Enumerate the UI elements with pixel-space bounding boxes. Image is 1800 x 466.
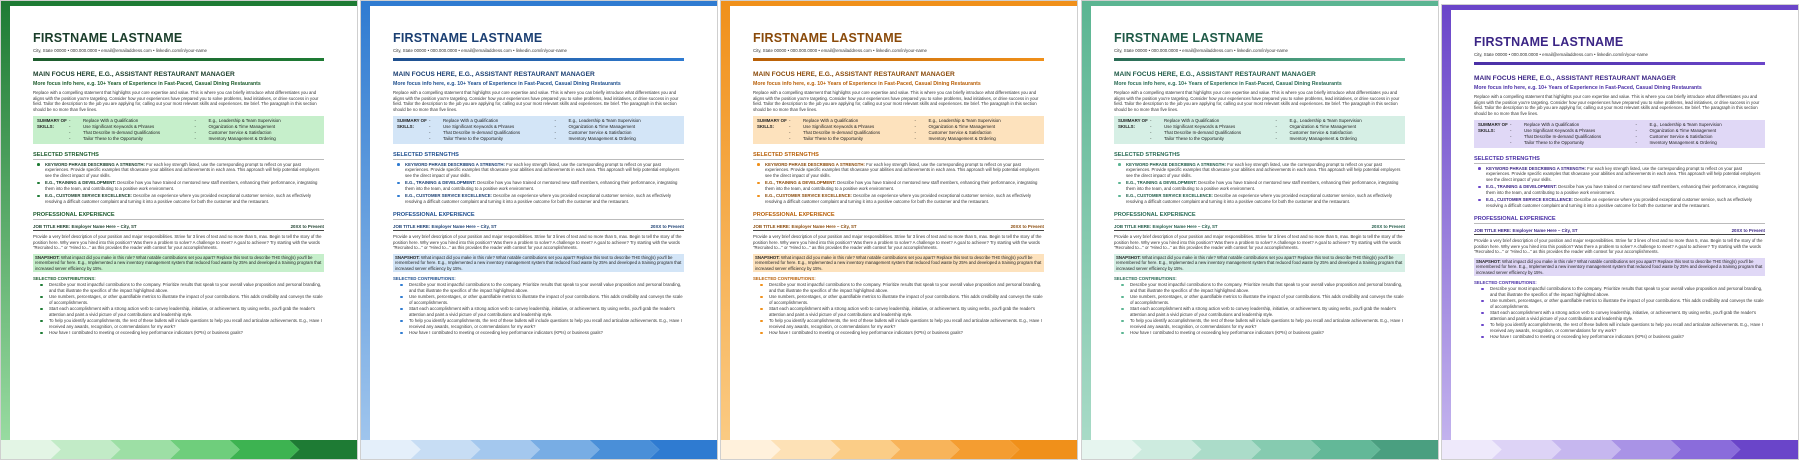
job-title: JOB TITLE HERE: Employer Name Here – City, ST [753,224,857,230]
contribution-item: Describe your most impactful contributions to the company. Prioritize results that speak to your overall value proposition and personal branding, and that illustrate the specifics of the impact highlighted above. [393,282,684,293]
strength-label: E.G., CUSTOMER SERVICE EXCELLENCE: [1126,193,1213,199]
contribution-item: To help you identify accomplishments, the rest of these bullets will include questions to help you recall and articulate achievements. E.g., Have I received any awards, recognition, or commendations for my work? [753,318,1044,329]
skill-item: - Tailor These to the Opportunity [1510,140,1636,146]
contribution-item: To help you identify accomplishments, the rest of these bullets will include questions to help you recall and articulate achievements. E.g., Have I received any awards, recognition, or commendations for my work? [1114,318,1405,329]
strengths-heading: SELECTED STRENGTHS [753,152,1044,160]
resume-content [33,31,324,336]
strength-label: KEYWORD PHRASE DESCRIBING A STRENGTH: [45,161,145,167]
experience-heading: PROFESSIONAL EXPERIENCE [1474,216,1765,224]
accent-sidebar [1442,5,1451,459]
snapshot-box [753,254,1044,273]
contribution-item: Start each accomplishment with a strong action verb to convey leadership, initiative, or achievement. By using verbs, you'll grab the reader's attention and paint a vivid picture of your contributions and leadership style. [753,306,1044,317]
contribution-item: Use numbers, percentages, or other quantifiable metrics to illustrate the impact of your contributions. This adds credibility and conveys the scale of accomplishments. [1114,294,1405,305]
skill-item: - Replace With a Qualification [69,118,195,124]
accent-sidebar [1,1,10,459]
skill-item: - Customer Service & Satisfaction [1276,130,1402,136]
focus-headline: MAIN FOCUS HERE, E.G., ASSISTANT RESTAURANT MANAGER [1474,75,1676,82]
strength-item [753,162,1044,179]
skill-item: - Inventory Management & Ordering [1636,140,1762,146]
job-title: JOB TITLE HERE: Employer Name Here – City, ST [393,224,497,230]
contributions-heading: SELECTED CONTRIBUTIONS: [1474,280,1537,286]
strength-item [393,162,684,179]
chevron-segment [1082,440,1142,459]
snapshot-label: SNAPSHOT: [1476,258,1501,264]
chevron-segment [170,440,240,459]
contributions-heading: SELECTED CONTRIBUTIONS: [393,276,456,282]
candidate-name: FIRSTNAME LASTNAME [753,31,903,45]
chevron-footer [361,440,717,459]
strength-text: For each key strength listed, use the corresponding prompt to reflect on your past experiences. Provide specific examples that showcase your abilities and achievements in each area. This approach will help potential employers see the direct impact of your skills. [405,161,680,178]
accent-sidebar [1082,1,1091,459]
chevron-segment [830,440,900,459]
contribution-item: How have I contributed to meeting or exceeding key performance indicators (KPIs) or business goals? [1114,330,1405,336]
contribution-item: Start each accomplishment with a strong action verb to convey leadership, initiative, or achievement. By using verbs, you'll grab the reader's attention and paint a vivid picture of your contributions and leadership style. [393,306,684,317]
strength-item [33,162,324,179]
skill-item: - Use Significant Keywords & Phrases [429,124,555,130]
strengths-heading: SELECTED STRENGTHS [33,152,324,160]
strength-label: E.G., TRAINING & DEVELOPMENT: [1486,184,1557,190]
strength-text: Describe how you have trained or mentored new staff members, enhancing their performance, integrating them into the team, and contributing to a positive work environment. [765,180,1038,191]
job-title-row [393,224,684,231]
strength-item [1474,197,1765,208]
chevron-segment [950,440,1020,459]
strength-label: E.G., TRAINING & DEVELOPMENT: [45,180,116,186]
skills-right-column [1636,122,1762,145]
skill-item: - That Describe In-demand Qualifications [1510,134,1636,140]
contribution-item: Use numbers, percentages, or other quantifiable metrics to illustrate the impact of your contributions. This adds credibility and conveys the scale of accomplishments. [33,294,324,305]
job-title: JOB TITLE HERE: Employer Name Here – City, ST [1114,224,1218,230]
skill-item: - E.g., Leadership & Team Supervision [915,118,1041,124]
summary-of-skills [33,116,324,143]
strength-text: Describe how you have trained or mentored new staff members, enhancing their performance, integrating them into the team, and contributing to a positive work environment. [1126,180,1399,191]
snapshot-box [393,254,684,273]
chevron-segment [230,440,300,459]
skill-item: - Use Significant Keywords & Phrases [789,124,915,130]
summary-label: SUMMARY OF SKILLS: [397,118,427,130]
strength-item [1114,180,1405,191]
job-dates: 20XX to Present [1371,224,1405,230]
focus-subheadline: More focus info here, e.g. 10+ Years of Experience in Fast-Paced, Casual Dining Restaurants [33,81,261,87]
strength-label: KEYWORD PHRASE DESCRIBING A STRENGTH: [405,161,505,167]
accent-topbar [1082,1,1438,6]
skill-item: - Tailor These to the Opportunity [789,136,915,142]
skills-left-column [789,118,915,141]
contribution-item: How have I contributed to meeting or exceeding key performance indicators (KPIs) or business goals? [393,330,684,336]
chevron-band [1442,440,1799,459]
skills-left-column [429,118,555,141]
focus-headline: MAIN FOCUS HERE, E.G., ASSISTANT RESTAURANT MANAGER [1114,71,1316,78]
job-description: Provide a very brief description of your position and major responsibilities. Strive for 3 lines of text and no more than 5, max. Begin to tell the story of the position here. Why were you hired into this position? Was there a problem to solve? A challenge to meet? A goal to achieve? Try starting with the words "Recruited to..." or "Hired to..." as this provides the reader with context for your accomplishments. [1114,234,1403,251]
contribution-item: Describe your most impactful contributions to the company. Prioritize results that speak to your overall value proposition and personal branding, and that illustrate the specifics of the impact highlighted above. [1114,282,1405,293]
skill-item: - Customer Service & Satisfaction [1636,134,1762,140]
chevron-segment [1191,440,1261,459]
contribution-item: To help you identify accomplishments, the rest of these bullets will include questions to help you recall and articulate achievements. E.g., Have I received any awards, recognition, or commendations for my work? [1474,322,1765,333]
skill-item: - E.g., Leadership & Team Supervision [555,118,681,124]
chevron-segment [361,440,421,459]
skills-right-column [1276,118,1402,141]
skill-item: - Tailor These to the Opportunity [69,136,195,142]
experience-heading: PROFESSIONAL EXPERIENCE [33,212,324,220]
resume-page-3[interactable] [720,0,1078,460]
accent-topbar [1,1,357,6]
header-rule [393,58,684,61]
chevron-segment [1442,440,1502,459]
chevron-footer [1442,440,1798,459]
skill-item: - Inventory Management & Ordering [555,136,681,142]
contact-line: City, State 00000 • 000.000.0000 • email@emailaddress.com • linkedin.com/in/your-name [1474,52,1648,57]
summary-of-skills [1114,116,1405,143]
chevron-segment [110,440,180,459]
accent-topbar [361,1,717,6]
header-rule [1474,62,1765,65]
skill-item: - Replace With a Qualification [789,118,915,124]
job-title: JOB TITLE HERE: Employer Name Here – City, ST [1474,228,1578,234]
strength-item [33,193,324,204]
chevron-band [1082,440,1439,459]
strength-item [393,180,684,191]
focus-subheadline: More focus info here, e.g. 10+ Years of Experience in Fast-Paced, Casual Dining Restaurants [1114,81,1342,87]
job-title-row [1114,224,1405,231]
focus-subheadline: More focus info here, e.g. 10+ Years of Experience in Fast-Paced, Casual Dining Restaurants [753,81,981,87]
contribution-item: Start each accomplishment with a strong action verb to convey leadership, initiative, or achievement. By using verbs, you'll grab the reader's attention and paint a vivid picture of your contributions and leadership style. [1474,310,1765,321]
contribution-item: How have I contributed to meeting or exceeding key performance indicators (KPIs) or business goals? [753,330,1044,336]
contribution-item: Use numbers, percentages, or other quantifiable metrics to illustrate the impact of your contributions. This adds credibility and conveys the scale of accomplishments. [1474,298,1765,309]
chevron-footer [1082,440,1438,459]
chevron-segment [771,440,841,459]
snapshot-text: What impact did you make in this role? What notable contributions set you apart? Replace this text to describe THE thing(s) you'll be remembered for here. E.g., Implemented a new inventory management system that reduced food waste by 25% and developed a training program that increased server efficiency by 15%. [1476,258,1763,275]
contribution-item: Use numbers, percentages, or other quantifiable metrics to illustrate the impact of your contributions. This adds credibility and conveys the scale of accomplishments. [753,294,1044,305]
strength-label: KEYWORD PHRASE DESCRIBING A STRENGTH: [765,161,865,167]
strength-label: E.G., CUSTOMER SERVICE EXCELLENCE: [1486,197,1573,203]
chevron-segment [721,440,781,459]
snapshot-label: SNAPSHOT: [35,254,60,260]
chevron-segment [51,440,121,459]
accent-sidebar [361,1,370,459]
skill-item: - That Describe In-demand Qualifications [1150,130,1276,136]
chevron-segment [1611,440,1681,459]
resume-content [393,31,684,336]
chevron-footer [721,440,1077,459]
summary-of-skills [1474,120,1765,147]
contact-line: City, State 00000 • 000.000.0000 • email@emailaddress.com • linkedin.com/in/your-name [753,48,927,53]
strength-label: E.G., CUSTOMER SERVICE EXCELLENCE: [765,193,852,199]
chevron-segment [1370,440,1439,459]
snapshot-label: SNAPSHOT: [395,254,420,260]
strength-text: For each key strength listed, use the corresponding prompt to reflect on your past experiences. Provide specific examples that showcase your abilities and achievements in each area. This approach will help potential employers see the direct impact of your skills. [1486,165,1761,182]
header-rule [753,58,1044,61]
focus-headline: MAIN FOCUS HERE, E.G., ASSISTANT RESTAURANT MANAGER [753,71,955,78]
skill-item: - Customer Service & Satisfaction [915,130,1041,136]
strength-text: Describe an experience where you provided exceptional customer service, such as effectively resolving a difficult customer complaint and turning it into a positive outcome for both the customer and the restaurant. [1486,197,1753,208]
contact-line: City, State 00000 • 000.000.0000 • email@emailaddress.com • linkedin.com/in/your-name [1114,48,1288,53]
skills-right-column [195,118,321,141]
strength-item [1114,162,1405,179]
intro-paragraph: Replace with a compelling statement that highlights your core expertise and value. This is where you can briefly introduce what differentiates you and aligns with the position you're targeting. Consider how your experiences have prepared you to solve problems, lead initiatives, or drive success in your field. Tailor the description to the job you are applying for, calling out your most relevant skills and experiences. Be brief. The paragraph in this section should be no more than five lines. [753,90,1039,112]
contribution-item: To help you identify accomplishments, the rest of these bullets will include questions to help you recall and articulate achievements. E.g., Have I received any awards, recognition, or commendations for my work? [33,318,324,329]
skill-item: - Use Significant Keywords & Phrases [1510,128,1636,134]
chevron-segment [1311,440,1381,459]
resume-page-2[interactable] [360,0,718,460]
summary-label: SUMMARY OF SKILLS: [757,118,787,130]
experience-heading: PROFESSIONAL EXPERIENCE [393,212,684,220]
contributions-heading: SELECTED CONTRIBUTIONS: [753,276,816,282]
snapshot-label: SNAPSHOT: [1116,254,1141,260]
strength-label: E.G., CUSTOMER SERVICE EXCELLENCE: [405,193,492,199]
summary-of-skills [753,116,1044,143]
chevron-segment [1132,440,1202,459]
contribution-item: Describe your most impactful contributions to the company. Prioritize results that speak to your overall value proposition and personal branding, and that illustrate the specifics of the impact highlighted above. [33,282,324,293]
strengths-heading: SELECTED STRENGTHS [393,152,684,160]
skills-right-column [915,118,1041,141]
job-title: JOB TITLE HERE: Employer Name Here – City, ST [33,224,137,230]
chevron-band [361,440,718,459]
skill-item: - That Describe In-demand Qualifications [789,130,915,136]
job-description: Provide a very brief description of your position and major responsibilities. Strive for 3 lines of text and no more than 5, max. Begin to tell the story of the position here. Why were you hired into this position? Was there a problem to solve? A challenge to meet? A goal to achieve? Try starting with the words "Recruited to..." or "Hired to..." as this provides the reader with context for your accomplishments. [1474,238,1763,255]
chevron-segment [411,440,481,459]
resume-content [753,31,1044,336]
job-dates: 20XX to Present [1731,228,1765,234]
summary-of-skills [393,116,684,143]
snapshot-text: What impact did you make in this role? What notable contributions set you apart? Replace this text to describe THE thing(s) you'll be remembered for here. E.g., Implemented a new inventory management system that reduced food waste by 25% and developed a training program that increased server efficiency by 15%. [35,254,322,271]
experience-heading: PROFESSIONAL EXPERIENCE [753,212,1044,220]
chevron-segment [470,440,540,459]
contact-line: City, State 00000 • 000.000.0000 • email@emailaddress.com • linkedin.com/in/your-name [33,48,207,53]
strength-item [753,180,1044,191]
skills-left-column [69,118,195,141]
resume-page-1[interactable] [0,0,358,460]
strength-item [1474,184,1765,195]
contact-line: City, State 00000 • 000.000.0000 • email@emailaddress.com • linkedin.com/in/your-name [393,48,567,53]
strength-text: Describe an experience where you provided exceptional customer service, such as effectively resolving a difficult customer complaint and turning it into a positive outcome for both the customer and the restaurant. [405,193,672,204]
snapshot-box [1114,254,1405,273]
job-title-row [753,224,1044,231]
chevron-segment [890,440,960,459]
chevron-segment [1492,440,1562,459]
skill-item: - Replace With a Qualification [429,118,555,124]
strength-label: E.G., TRAINING & DEVELOPMENT: [1126,180,1197,186]
contribution-item: Start each accomplishment with a strong action verb to convey leadership, initiative, or achievement. By using verbs, you'll grab the reader's attention and paint a vivid picture of your contributions and leadership style. [33,306,324,317]
accent-topbar [1442,5,1798,10]
chevron-segment [1730,440,1799,459]
focus-headline: MAIN FOCUS HERE, E.G., ASSISTANT RESTAURANT MANAGER [33,71,235,78]
job-description: Provide a very brief description of your position and major responsibilities. Strive for 3 lines of text and no more than 5, max. Begin to tell the story of the position here. Why were you hired into this position? Was there a problem to solve? A challenge to meet? A goal to achieve? Try starting with the words "Recruited to..." or "Hired to..." as this provides the reader with context for your accomplishments. [753,234,1042,251]
chevron-band [1,440,358,459]
skill-item: - Organization & Time Management [915,124,1041,130]
skills-left-column [1510,122,1636,145]
accent-sidebar [721,1,730,459]
resume-content [1114,31,1405,336]
chevron-segment [649,440,718,459]
chevron-segment [590,440,660,459]
header-rule [1114,58,1405,61]
strength-item [1474,166,1765,183]
snapshot-text: What impact did you make in this role? What notable contributions set you apart? Replace this text to describe THE thing(s) you'll be remembered for here. E.g., Implemented a new inventory management system that reduced food waste by 25% and developed a training program that increased server efficiency by 15%. [1116,254,1403,271]
summary-label: SUMMARY OF SKILLS: [37,118,67,130]
strengths-heading: SELECTED STRENGTHS [1114,152,1405,160]
intro-paragraph: Replace with a compelling statement that highlights your core expertise and value. This is where you can briefly introduce what differentiates you and aligns with the position you're targeting. Consider how your experiences have prepared you to solve problems, lead initiatives, or drive success in your field. Tailor the description to the job you are applying for, calling out your most relevant skills and experiences. Be brief. The paragraph in this section should be no more than five lines. [393,90,679,112]
skill-item: - Customer Service & Satisfaction [195,130,321,136]
candidate-name: FIRSTNAME LASTNAME [33,31,183,45]
strength-label: KEYWORD PHRASE DESCRIBING A STRENGTH: [1126,161,1226,167]
job-dates: 20XX to Present [290,224,324,230]
resume-page-5[interactable] [1441,4,1799,460]
strength-item [753,193,1044,204]
snapshot-box [1474,258,1765,277]
focus-subheadline: More focus info here, e.g. 10+ Years of Experience in Fast-Paced, Casual Dining Restaurants [393,81,621,87]
skills-left-column [1150,118,1276,141]
strength-label: E.G., CUSTOMER SERVICE EXCELLENCE: [45,193,132,199]
chevron-segment [1,440,61,459]
strength-item [393,193,684,204]
strengths-heading: SELECTED STRENGTHS [1474,156,1765,164]
intro-paragraph: Replace with a compelling statement that highlights your core expertise and value. This is where you can briefly introduce what differentiates you and aligns with the position you're targeting. Consider how your experiences have prepared you to solve problems, lead initiatives, or drive success in your field. Tailor the description to the job you are applying for, calling out your most relevant skills and experiences. Be brief. The paragraph in this section should be no more than five lines. [33,90,319,112]
strength-text: For each key strength listed, use the corresponding prompt to reflect on your past experiences. Provide specific examples that showcase your abilities and achievements in each area. This approach will help potential employers see the direct impact of your skills. [765,161,1040,178]
strength-label: E.G., TRAINING & DEVELOPMENT: [765,180,836,186]
skill-item: - E.g., Leadership & Team Supervision [195,118,321,124]
job-dates: 20XX to Present [650,224,684,230]
contributions-heading: SELECTED CONTRIBUTIONS: [1114,276,1177,282]
skill-item: - Organization & Time Management [1276,124,1402,130]
strength-text: Describe an experience where you provided exceptional customer service, such as effectively resolving a difficult customer complaint and turning it into a positive outcome for both the customer and the restaurant. [765,193,1032,204]
chevron-segment [1671,440,1741,459]
job-description: Provide a very brief description of your position and major responsibilities. Strive for 3 lines of text and no more than 5, max. Begin to tell the story of the position here. Why were you hired into this position? Was there a problem to solve? A challenge to meet? A goal to achieve? Try starting with the words "Recruited to..." or "Hired to..." as this provides the reader with context for your accomplishments. [33,234,322,251]
chevron-segment [1251,440,1321,459]
snapshot-text: What impact did you make in this role? What notable contributions set you apart? Replace this text to describe THE thing(s) you'll be remembered for here. E.g., Implemented a new inventory management system that reduced food waste by 25% and developed a training program that increased server efficiency by 15%. [755,254,1042,271]
skill-item: - E.g., Leadership & Team Supervision [1276,118,1402,124]
strength-text: Describe an experience where you provided exceptional customer service, such as effectively resolving a difficult customer complaint and turning it into a positive outcome for both the customer and the restaurant. [1126,193,1393,204]
strength-label: E.G., TRAINING & DEVELOPMENT: [405,180,476,186]
skill-item: - Inventory Management & Ordering [195,136,321,142]
resume-content [1474,35,1765,340]
job-dates: 20XX to Present [1010,224,1044,230]
skill-item: - Use Significant Keywords & Phrases [1150,124,1276,130]
skill-item: - That Describe In-demand Qualifications [69,130,195,136]
strength-text: Describe how you have trained or mentored new staff members, enhancing their performance, integrating them into the team, and contributing to a positive work environment. [45,180,318,191]
contribution-item: How have I contributed to meeting or exceeding key performance indicators (KPIs) or business goals? [1474,334,1765,340]
focus-subheadline: More focus info here, e.g. 10+ Years of Experience in Fast-Paced, Casual Dining Restaurants [1474,85,1702,91]
accent-topbar [721,1,1077,6]
candidate-name: FIRSTNAME LASTNAME [1114,31,1264,45]
strength-text: For each key strength listed, use the corresponding prompt to reflect on your past experiences. Provide specific examples that showcase your abilities and achievements in each area. This approach will help potential employers see the direct impact of your skills. [1126,161,1401,178]
strength-label: KEYWORD PHRASE DESCRIBING A STRENGTH: [1486,165,1586,171]
job-description: Provide a very brief description of your position and major responsibilities. Strive for 3 lines of text and no more than 5, max. Begin to tell the story of the position here. Why were you hired into this position? Was there a problem to solve? A challenge to meet? A goal to achieve? Try starting with the words "Recruited to..." or "Hired to..." as this provides the reader with context for your accomplishments. [393,234,682,251]
strength-text: For each key strength listed, use the corresponding prompt to reflect on your past experiences. Provide specific examples that showcase your abilities and achievements in each area. This approach will help potential employers see the direct impact of your skills. [45,161,320,178]
contribution-item: To help you identify accomplishments, the rest of these bullets will include questions to help you recall and articulate achievements. E.g., Have I received any awards, recognition, or commendations for my work? [393,318,684,329]
strength-item [33,180,324,191]
snapshot-label: SNAPSHOT: [755,254,780,260]
skill-item: - Organization & Time Management [1636,128,1762,134]
skill-item: - Replace With a Qualification [1510,122,1636,128]
contribution-item: How have I contributed to meeting or exceeding key performance indicators (KPIs) or business goals? [33,330,324,336]
skill-item: - E.g., Leadership & Team Supervision [1636,122,1762,128]
snapshot-box [33,254,324,273]
strength-text: Describe how you have trained or mentored new staff members, enhancing their performance, integrating them into the team, and contributing to a positive work environment. [1486,184,1759,195]
skill-item: - Tailor These to the Opportunity [1150,136,1276,142]
chevron-footer [1,440,357,459]
header-rule [33,58,324,61]
skill-item: - Inventory Management & Ordering [1276,136,1402,142]
resume-page-4[interactable] [1081,0,1439,460]
job-title-row [1474,228,1765,235]
skill-item: - Organization & Time Management [195,124,321,130]
chevron-segment [289,440,358,459]
strength-text: Describe how you have trained or mentored new staff members, enhancing their performance, integrating them into the team, and contributing to a positive work environment. [405,180,678,191]
summary-label: SUMMARY OF SKILLS: [1478,122,1508,134]
skill-item: - Inventory Management & Ordering [915,136,1041,142]
skill-item: - Organization & Time Management [555,124,681,130]
skill-item: - Replace With a Qualification [1150,118,1276,124]
contribution-item: Describe your most impactful contributions to the company. Prioritize results that speak to your overall value proposition and personal branding, and that illustrate the specifics of the impact highlighted above. [753,282,1044,293]
strength-item [1114,193,1405,204]
contribution-item: Use numbers, percentages, or other quantifiable metrics to illustrate the impact of your contributions. This adds credibility and conveys the scale of accomplishments. [393,294,684,305]
skill-item: - Customer Service & Satisfaction [555,130,681,136]
snapshot-text: What impact did you make in this role? What notable contributions set you apart? Replace this text to describe THE thing(s) you'll be remembered for here. E.g., Implemented a new inventory management system that reduced food waste by 25% and developed a training program that increased server efficiency by 15%. [395,254,682,271]
candidate-name: FIRSTNAME LASTNAME [393,31,543,45]
chevron-band [721,440,1078,459]
contributions-heading: SELECTED CONTRIBUTIONS: [33,276,96,282]
contribution-item: Start each accomplishment with a strong action verb to convey leadership, initiative, or achievement. By using verbs, you'll grab the reader's attention and paint a vivid picture of your contributions and leadership style. [1114,306,1405,317]
chevron-segment [530,440,600,459]
skill-item: - That Describe In-demand Qualifications [429,130,555,136]
focus-headline: MAIN FOCUS HERE, E.G., ASSISTANT RESTAURANT MANAGER [393,71,595,78]
skill-item: - Tailor These to the Opportunity [429,136,555,142]
chevron-segment [1551,440,1621,459]
contribution-item: Describe your most impactful contributions to the company. Prioritize results that speak to your overall value proposition and personal branding, and that illustrate the specifics of the impact highlighted above. [1474,286,1765,297]
job-title-row [33,224,324,231]
intro-paragraph: Replace with a compelling statement that highlights your core expertise and value. This is where you can briefly introduce what differentiates you and aligns with the position you're targeting. Consider how your experiences have prepared you to solve problems, lead initiatives, or drive success in your field. Tailor the description to the job you are applying for, calling out your most relevant skills and experiences. Be brief. The paragraph in this section should be no more than five lines. [1114,90,1400,112]
summary-label: SUMMARY OF SKILLS: [1118,118,1148,130]
skill-item: - Use Significant Keywords & Phrases [69,124,195,130]
strength-text: Describe an experience where you provided exceptional customer service, such as effectively resolving a difficult customer complaint and turning it into a positive outcome for both the customer and the restaurant. [45,193,312,204]
skills-right-column [555,118,681,141]
intro-paragraph: Replace with a compelling statement that highlights your core expertise and value. This is where you can briefly introduce what differentiates you and aligns with the position you're targeting. Consider how your experiences have prepared you to solve problems, lead initiatives, or drive success in your field. Tailor the description to the job you are applying for, calling out your most relevant skills and experiences. Be brief. The paragraph in this section should be no more than five lines. [1474,94,1760,116]
experience-heading: PROFESSIONAL EXPERIENCE [1114,212,1405,220]
candidate-name: FIRSTNAME LASTNAME [1474,35,1624,49]
chevron-segment [1009,440,1078,459]
